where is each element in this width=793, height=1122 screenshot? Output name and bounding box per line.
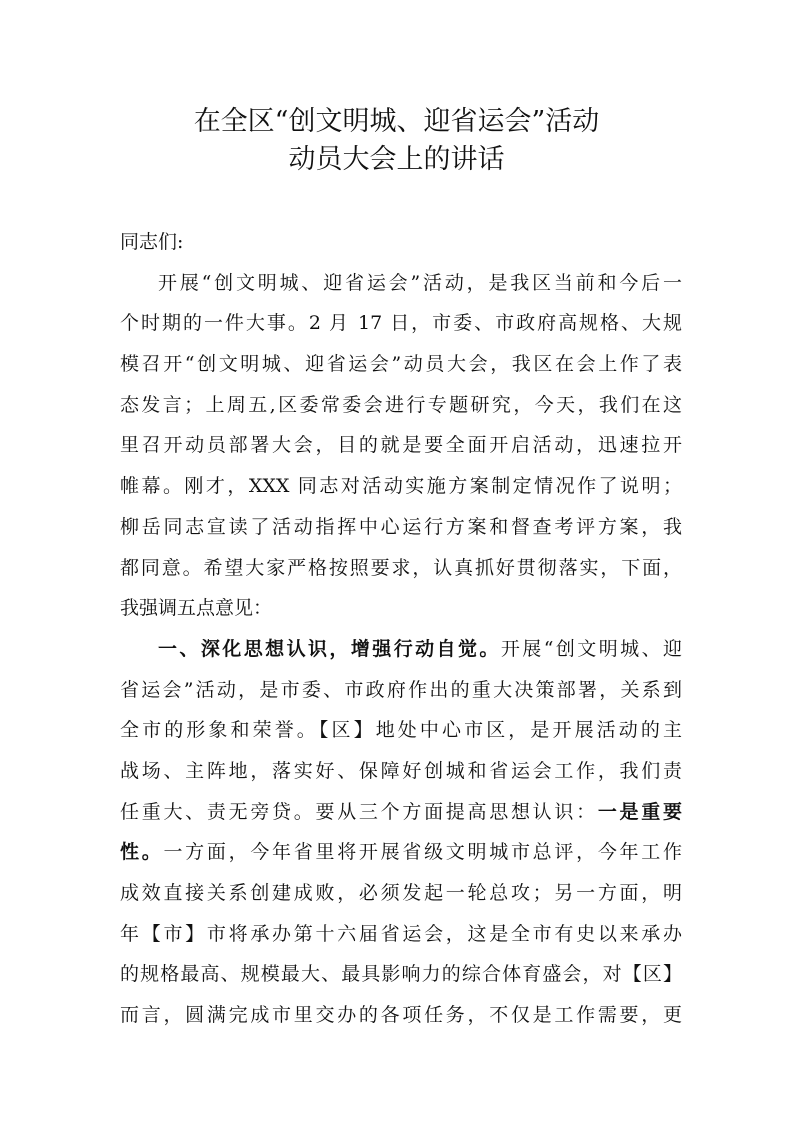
text-segment: 战场、主阵地，落实好、保障好创城和省运会工作，我们责 [120, 759, 682, 782]
text-line [120, 873, 682, 914]
text-line [120, 344, 682, 385]
text-segment: 开展“创文明城、迎省运会”活动，是我区当前和今后一 [158, 271, 682, 294]
text-segment: 任重大、责无旁贷。要从三个方面提高思想认识： [120, 800, 598, 823]
text-segment: 帷幕。刚才，XXX 同志对活动实施方案制定情况作了说明； [120, 475, 682, 498]
text-segment: 同志们: [120, 231, 184, 253]
document-body [120, 222, 682, 1036]
text-segment: 成效直接关系创建成败，必须发起一轮总攻；另一方面，明 [120, 882, 682, 904]
text-segment: 全市的形象和荣誉。【区】地处中心市区，是开展活动的主 [120, 719, 682, 742]
text-line [120, 995, 682, 1036]
text-line [120, 629, 682, 670]
text-segment: 柳岳同志宣读了活动指挥中心运行方案和督查考评方案，我 [120, 515, 682, 538]
text-line [120, 751, 682, 792]
text-line [120, 588, 682, 629]
text-line [120, 710, 682, 751]
bold-text: 性。 [120, 841, 164, 864]
bold-text: 一是重要 [597, 800, 682, 823]
text-line [120, 954, 682, 995]
text-segment: 的规格最高、规模最大、最具影响力的综合体育盛会，对【区】 [120, 963, 682, 986]
text-segment: 模召开“创文明城、迎省运会”动员大会，我区在会上作了表 [120, 353, 682, 376]
bold-text: 一、深化思想认识，增强行动自觉。 [158, 637, 501, 660]
text-segment: 开展“创文明城、迎 [500, 637, 682, 660]
text-line [120, 425, 682, 466]
text-segment: 都同意。希望大家严格按照要求，认真抓好贯彻落实，下面， [120, 556, 682, 579]
text-line [120, 303, 682, 344]
text-line [120, 507, 682, 548]
text-segment: 个时期的一件大事。2 月 17 日，市委、市政府高规格、大规 [120, 312, 682, 335]
text-line [120, 670, 682, 711]
text-segment: 里召开动员部署大会，目的就是要全面开启活动，迅速拉开 [120, 434, 682, 457]
text-segment: 年【市】市将承办第十六届省运会，这是全市有史以来承办 [120, 922, 682, 945]
document-title-line-1: 在全区“创文明城、迎省运会”活动 [193, 106, 600, 137]
text-line [120, 263, 682, 304]
text-segment: 省运会”活动，是市委、市政府作出的重大决策部署，关系到 [120, 678, 682, 701]
text-line [120, 385, 682, 426]
text-line [120, 832, 682, 873]
text-line [120, 548, 682, 589]
text-segment: 我强调五点意见： [120, 597, 273, 620]
document-title-line-2: 动员大会上的讲话 [288, 144, 505, 175]
text-line [120, 792, 682, 833]
text-line [120, 466, 682, 507]
text-line [120, 914, 682, 955]
text-segment: 而言，圆满完成市里交办的各项任务，不仅是工作需要，更 [120, 1004, 682, 1027]
text-line [120, 222, 682, 263]
text-segment: 一方面，今年省里将开展省级文明城市总评，今年工作 [163, 841, 682, 864]
text-segment: 态发言；上周五,区委常委会进行专题研究，今天，我们在这 [120, 393, 682, 416]
